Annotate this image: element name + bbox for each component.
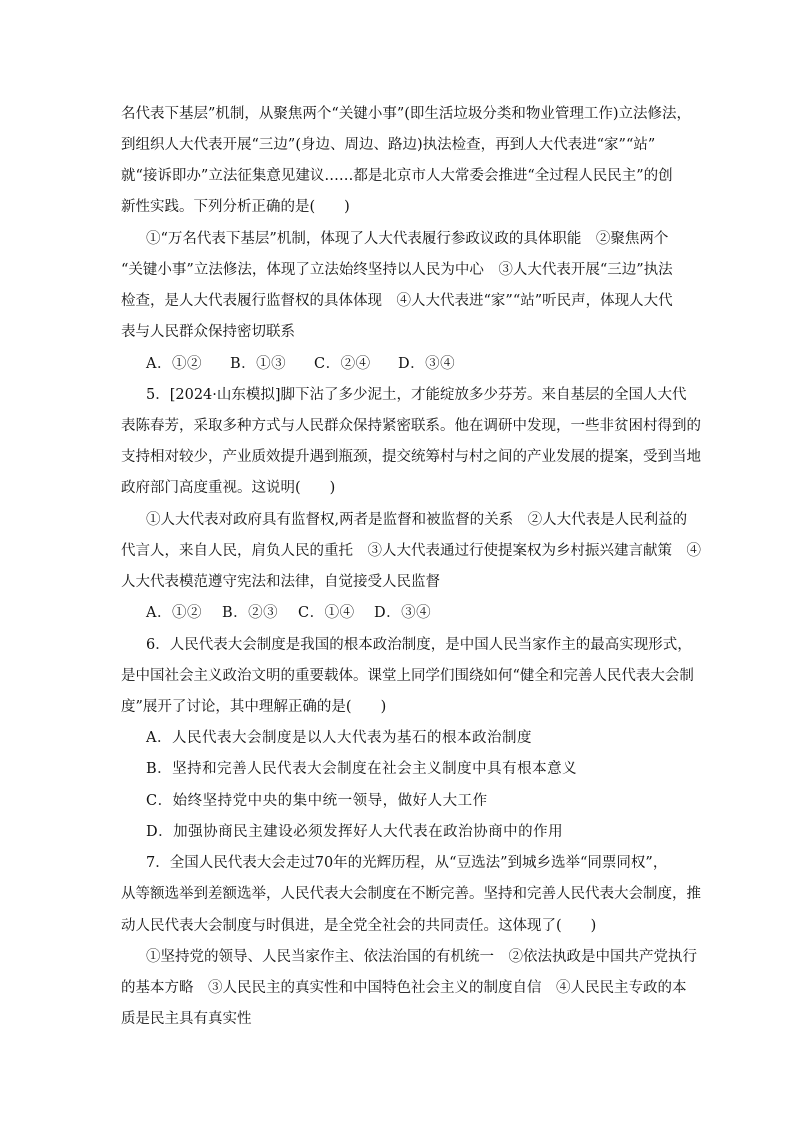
q5-options <box>146 603 431 623</box>
q5-stem-line-1: 5．[2024·山东模拟]脚下沾了多少泥土，才能绽放多少芬芳。来自基层的全国人大代 <box>146 387 687 403</box>
q5-option-b[interactable]: B．②③ <box>222 605 279 621</box>
q4-option-a[interactable]: A．①② <box>146 356 202 372</box>
q4-stem-line-2: 到组织人大代表开展“三边”(身边、周边、路边)执法检查，再到人大代表进“家”“站” <box>121 137 656 153</box>
q7-statement-line-3: 质是民主具有真实性 <box>121 1011 252 1027</box>
q4-stem-line-4: 新性实践。下列分析正确的是( ) <box>121 199 350 215</box>
q5-stem-line-3: 支持相对较少，产业质效提升遇到瓶颈，提交统筹村与村之间的产业发展的提案，受到当地 <box>121 449 701 465</box>
q4-statement-line-3: 检查，是人大代表履行监督权的具体体现 ④人大代表进“家”“站”听民声，体现人大代 <box>121 293 673 309</box>
q4-statement-line-2: “关键小事”立法修法，体现了立法始终坚持以人民为中心 ③人大代表开展“三边”执法 <box>121 262 673 278</box>
q5-statement-line-1: ①人大代表对政府具有监督权,两者是监督和被监督的关系 ②人大代表是人民利益的 <box>146 512 688 528</box>
q7-statement-line-1: ①坚持党的领导、人民当家作主、依法治国的有机统一 ②依法执政是中国共产党执行 <box>146 949 697 965</box>
q4-stem-line-3: 就“接诉即办”立法征集意见建议……都是北京市人大常委会推进“全过程人民民主”的创 <box>121 168 673 184</box>
q7-stem-line-3: 动人民代表大会制度与时俱进，是全党全社会的共同责任。这体现了( ) <box>121 918 597 934</box>
q4-option-b[interactable]: B．①③ <box>230 356 287 372</box>
q5-option-c[interactable]: C．①④ <box>298 605 355 621</box>
q5-option-a[interactable]: A．①② <box>146 605 202 621</box>
q7-statement-line-2: 的基本方略 ③人民民主的真实性和中国特色社会主义的制度自信 ④人民民主专政的本 <box>121 980 687 996</box>
q4-statement-line-1: ①“万名代表下基层”机制，体现了人大代表履行参政议政的具体职能 ②聚焦两个 <box>146 231 669 247</box>
q7-stem-line-2: 从等额选举到差额选举，人民代表大会制度在不断完善。坚持和完善人民代表大会制度，推 <box>121 886 701 902</box>
q4-statement-line-4: 表与人民群众保持密切联系 <box>121 324 295 340</box>
q5-stem-line-4: 政府部门高度重视。这说明( ) <box>121 480 336 496</box>
q6-option-a[interactable]: A．人民代表大会制度是以人大代表为基石的根本政治制度 <box>146 730 532 746</box>
q4-option-c[interactable]: C．②④ <box>314 356 371 372</box>
q6-option-d[interactable]: D．加强协商民主建设必须发挥好人大代表在政治协商中的作用 <box>146 824 564 840</box>
q6-stem-line-2: 是中国社会主义政治文明的重要载体。课堂上同学们围绕如何“健全和完善人民代表大会制 <box>121 668 694 684</box>
q4-stem-line-1: 名代表下基层”机制，从聚焦两个“关键小事”(即生活垃圾分类和物业管理工作)立法修法， <box>121 106 692 122</box>
q5-option-d[interactable]: D．③④ <box>374 605 432 621</box>
q6-option-c[interactable]: C．始终坚持党中央的集中统一领导，做好人大工作 <box>146 793 488 809</box>
q4-option-d[interactable]: D．③④ <box>398 356 456 372</box>
q6-stem-line-1: 6．人民代表大会制度是我国的根本政治制度，是中国人民当家作主的最高实现形式， <box>146 637 692 653</box>
q6-stem-line-3: 度”展开了讨论，其中理解正确的是( ) <box>121 699 387 715</box>
q6-option-b[interactable]: B．坚持和完善人民代表大会制度在社会主义制度中具有根本意义 <box>146 761 578 777</box>
q5-stem-line-2: 表陈春芳，采取多种方式与人民群众保持紧密联系。他在调研中发现，一些非贫困村得到的 <box>121 418 701 434</box>
q5-statement-line-2: 代言人，来自人民，肩负人民的重托 ③人大代表通过行使提案权为乡村振兴建言献策 ④ <box>121 543 701 559</box>
q4-options <box>146 354 455 374</box>
q5-statement-line-3: 人大代表模范遵守宪法和法律，自觉接受人民监督 <box>121 574 440 590</box>
q7-stem-line-1: 7．全国人民代表大会走过70年的光辉历程，从“豆选法”到城乡选举“同票同权”， <box>146 855 668 871</box>
